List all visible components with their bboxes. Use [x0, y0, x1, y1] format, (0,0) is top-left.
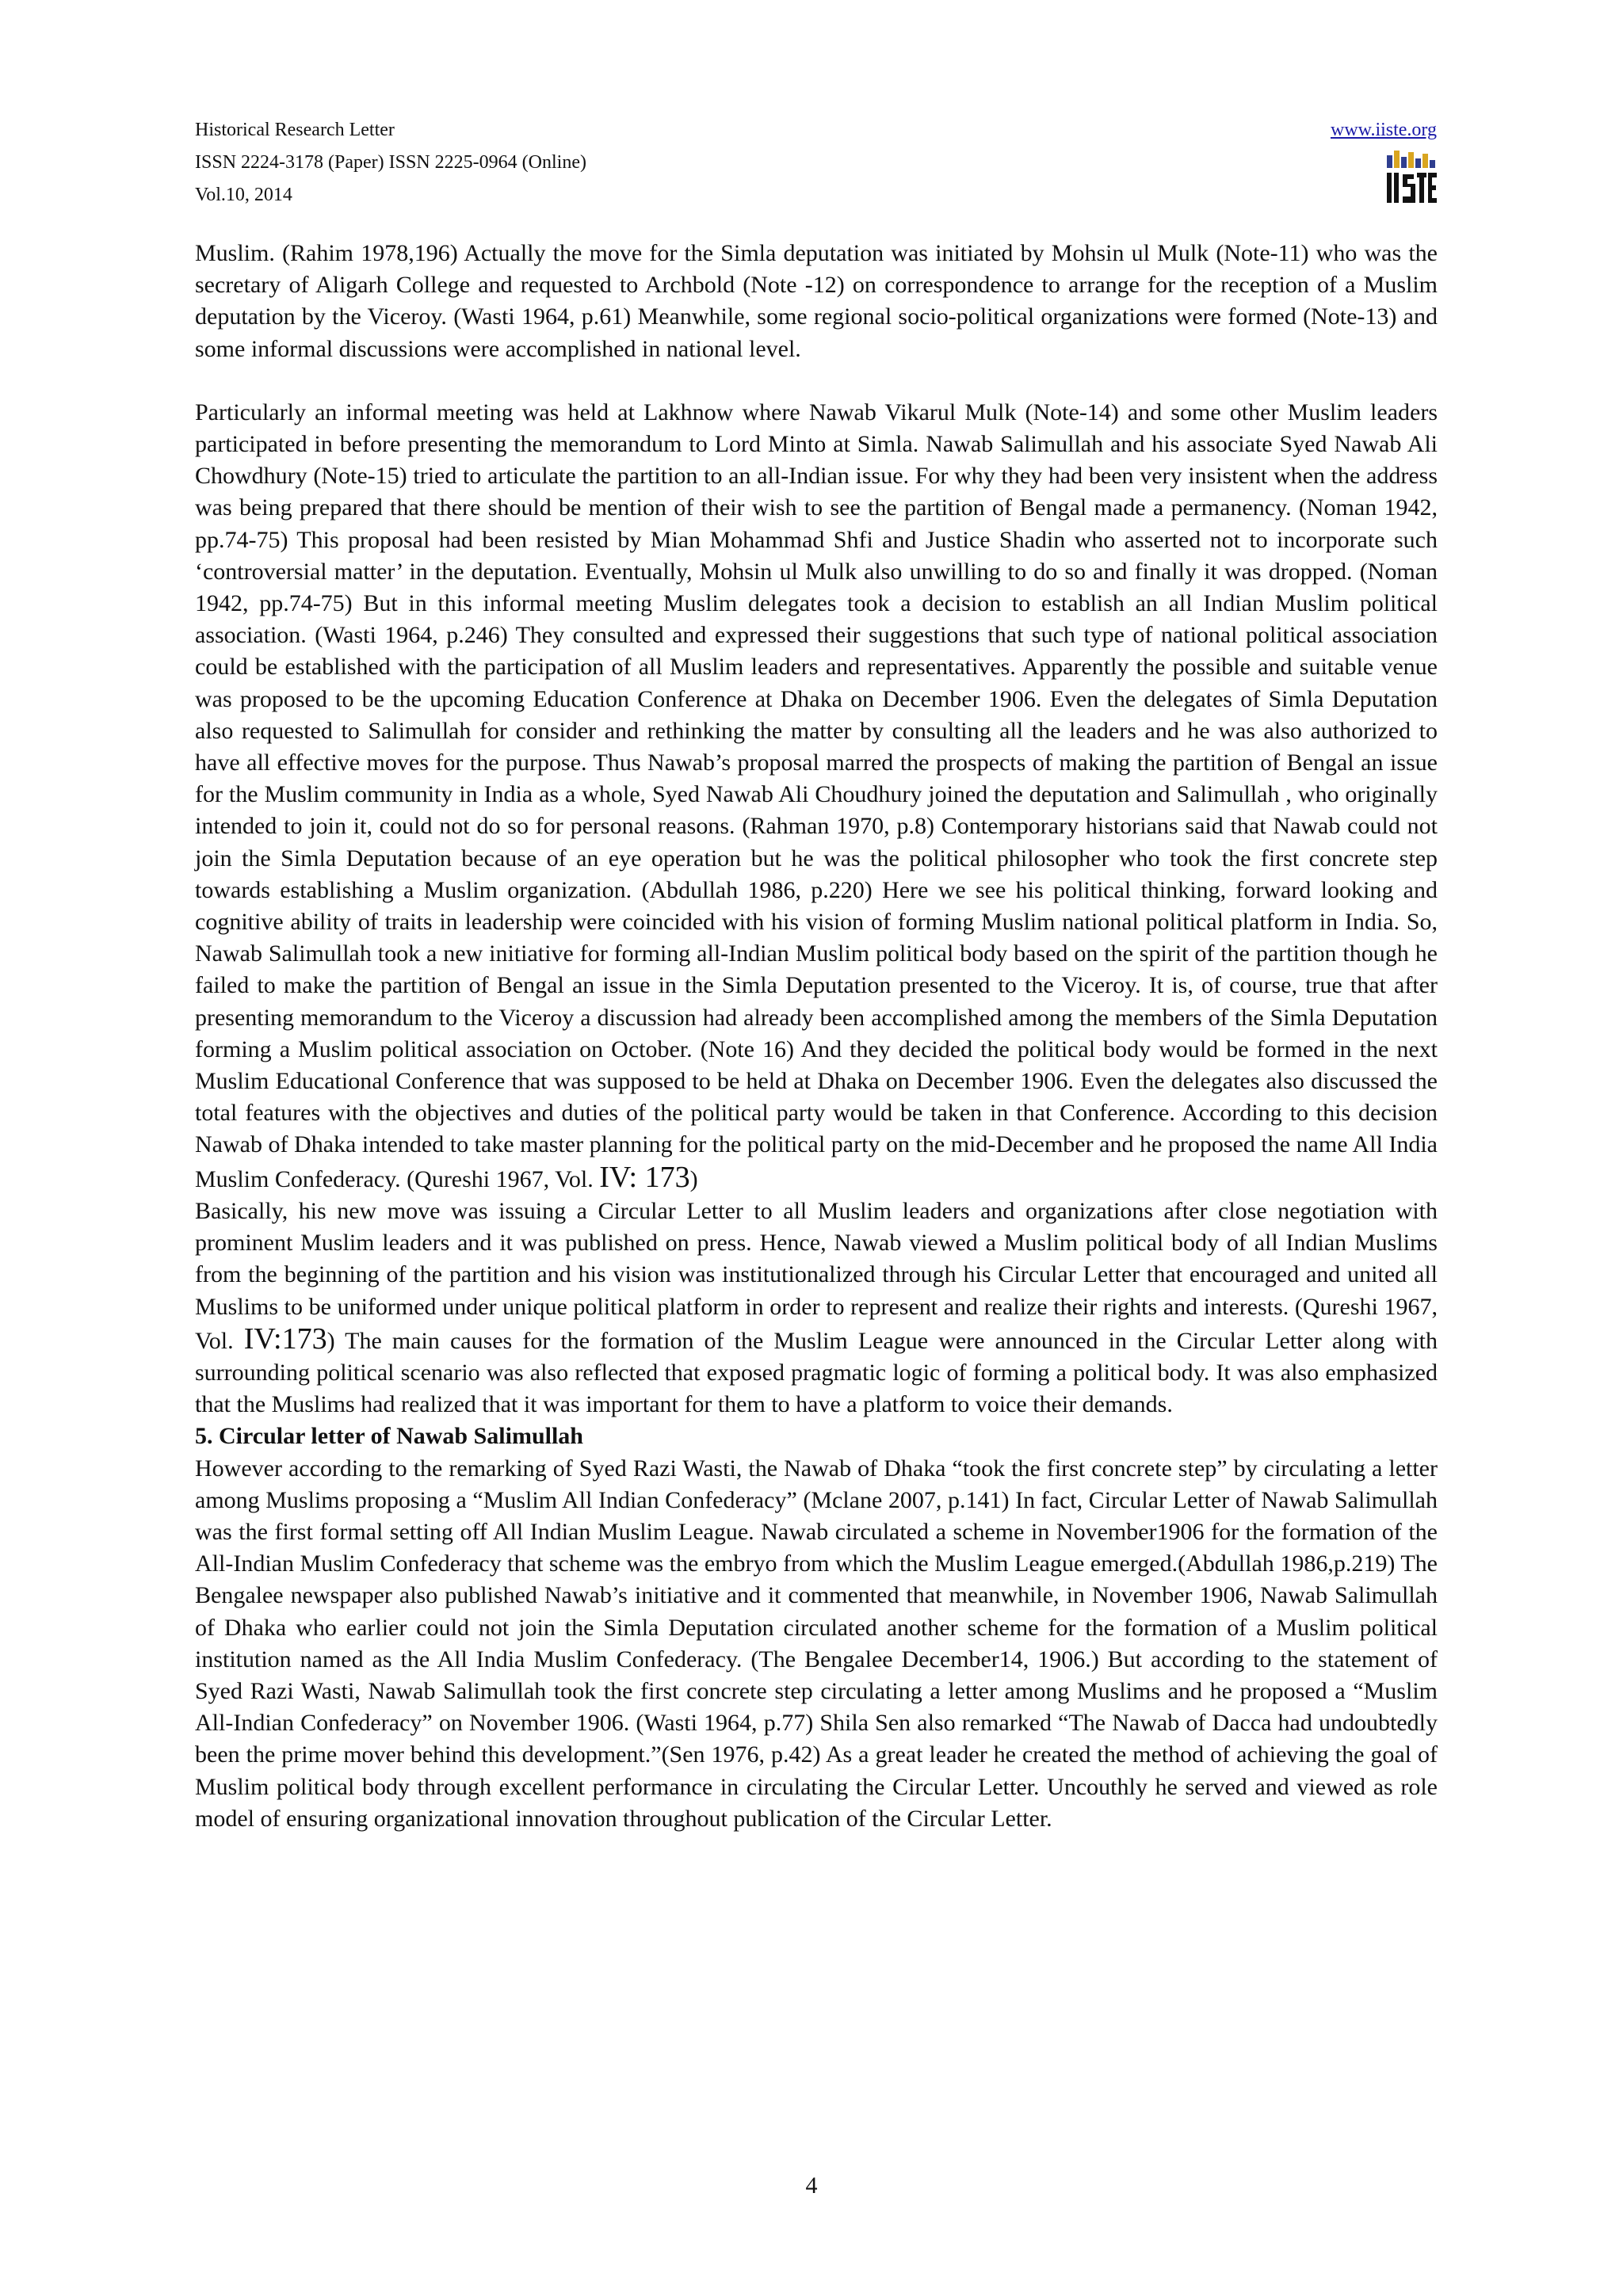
issn-line: ISSN 2224-3178 (Paper) ISSN 2225-0964 (Online): [195, 152, 586, 173]
article-body: [195, 238, 1438, 1835]
page-number: 4: [805, 2172, 818, 2199]
paragraph-3-text: Basically, his new move was issuing a Circular Letter to all Muslim leaders and organizations after close negotiation with prominent Muslim leaders and it was published on press. Hence, Nawab viewed a Muslim political body of all Indian Muslims from the beginning of the partition and his vision was institutionalized through his Circular Letter that encouraged and united all Muslims to be uniformed under unique political platform in order to represent and realize their rights and interests. (Qureshi 1967, Vol.: [195, 1197, 1438, 1354]
volume-line: Vol.10, 2014: [195, 185, 292, 205]
paragraph-3-tail: ) The main causes for the formation of the Muslim League were announced in the Circular Letter along with surrounding political scenario was also reflected that exposed pragmatic logic of forming a political body. It was also emphasized that the Muslims had realized that it was important for them to have a platform to voice their demands.: [195, 1327, 1438, 1418]
paragraph-2: [195, 397, 1438, 1196]
paragraph-spacer: [195, 365, 1438, 397]
volume-citation: IV:173: [243, 1322, 327, 1356]
running-header: [195, 114, 586, 212]
paragraph-4: However according to the remarking of Syed Razi Wasti, the Nawab of Dhaka “took the first concrete step” by circulating a letter among Muslims proposing a “Muslim All Indian Confederacy” (Mclane 2007, p.141) In fact, Circular Letter of Nawab Salimullah was the first formal setting off All Indian Muslim League. Nawab circulated a scheme in November1906 for the formation of the All-Indian Muslim Confederacy that scheme was the embryo from which the Muslim League emerged.(Abdullah 1986,p.219) The Bengalee newspaper also published Nawab’s initiative and it commented that meanwhile, in November 1906, Nawab Salimullah of Dhaka who earlier could not join the Simla Deputation circulated another scheme for the formation of a Muslim political institution named as the All India Muslim Confederacy. (The Bengalee December14, 1906.) But according to the statement of Syed Razi Wasti, Nawab Salimullah took the first concrete step circulating a letter among Muslims and he proposed a “Muslim All-Indian Confederacy” on November 1906. (Wasti 1964, p.77) Shila Sen also remarked “The Nawab of Dacca had undoubtedly been the prime mover behind this development.”(Sen 1976, p.42) As a great leader he created the method of achieving the goal of Muslim political body through excellent performance in circulating the Circular Letter. Uncouthly he served and viewed as role model of ensuring organizational innovation throughout publication of the Circular Letter.: [195, 1455, 1438, 1832]
journal-title: Historical Research Letter: [195, 120, 395, 140]
journal-website-link[interactable]: www.iiste.org: [1331, 120, 1437, 140]
volume-citation: IV: 173: [599, 1160, 690, 1194]
paragraph-1: Muslim. (Rahim 1978,196) Actually the move for the Simla deputation was initiated by Mohsin ul Mulk (Note-11) who was the secretary of Aligarh College and requested to Archbold (Note -12) on correspondence to arrange for the reception of a Muslim deputation by the Viceroy. (Wasti 1964, p.61) Meanwhile, some regional socio-political organizations were formed (Note-13) and some informal discussions were accomplished in national level.: [195, 240, 1438, 362]
section-heading: 5. Circular letter of Nawab Salimullah: [195, 1423, 583, 1450]
paragraph-3: [195, 1196, 1438, 1421]
paragraph-2-text: Particularly an informal meeting was held at Lakhnow where Nawab Vikarul Mulk (Note-14) and some other Muslim leaders participated in before presenting the memorandum to Lord Minto at Simla. Nawab Salimullah and his associate Syed Nawab Ali Chowdhury (Note-15) tried to articulate the partition to an all-Indian issue. For why they had been very insistent when the address was being prepared that there should be mention of their wish to see the partition of Bengal made a permanency. (Noman 1942, pp.74-75) This proposal had been resisted by Mian Mohammad Shfi and Justice Shadin who asserted not to incorporate such ‘controversial matter’ in the deputation. Eventually, Mohsin ul Mulk also unwilling to do so and finally it was dropped. (Noman 1942, pp.74-75) But in this informal meeting Muslim delegates took a decision to establish an all Indian Muslim political association. (Wasti 1964, p.246) They consulted and expressed their suggestions that such type of national political association could be established with the participation of all Muslim leaders and representatives. Apparently the possible and suitable venue was proposed to be the upcoming Education Conference at Dhaka on December 1906. Even the delegates of Simla Deputation also requested to Salimullah for consider and rethinking the matter by consulting all the leaders and he was also authorized to have all effective moves for the purpose. Thus Nawab’s proposal marred the prospects of making the partition of Bengal an issue for the Muslim community in India as a whole, Syed Nawab Ali Choudhury joined the deputation and Salimullah , who originally intended to join it, could not do so for personal reasons. (Rahman 1970, p.8) Contemporary historians said that Nawab could not join the Simla Deputation because of an eye operation but he was the political philosopher who took the first concrete step towards establishing a Muslim organization. (Abdullah 1986, p.220) Here we see his political thinking, forward looking and cognitive ability of traits in leadership were coincided with his vision of forming Muslim national political platform in India. So, Nawab Salimullah took a new initiative for forming all-Indian Muslim political body based on the spirit of the partition though he failed to make the partition of Bengal an issue in the Simla Deputation presented to the Viceroy. It is, of course, true that after presenting memorandum to the Viceroy a discussion had already been accomplished among the members of the Simla Deputation forming a Muslim political association on October. (Note 16) And they decided the political body would be formed in the next Muslim Educational Conference that was supposed to be held at Dhaka on December 1906. Even the delegates also discussed the total features with the objectives and duties of the political party would be taken in that Conference. According to this decision Nawab of Dhaka intended to take master planning for the political party on the mid-December and he proposed the name All India Muslim Confederacy. (Qureshi 1967, Vol.: [195, 399, 1438, 1192]
iiste-logo-icon: [1385, 147, 1438, 204]
paragraph-2-close: ): [689, 1165, 698, 1192]
